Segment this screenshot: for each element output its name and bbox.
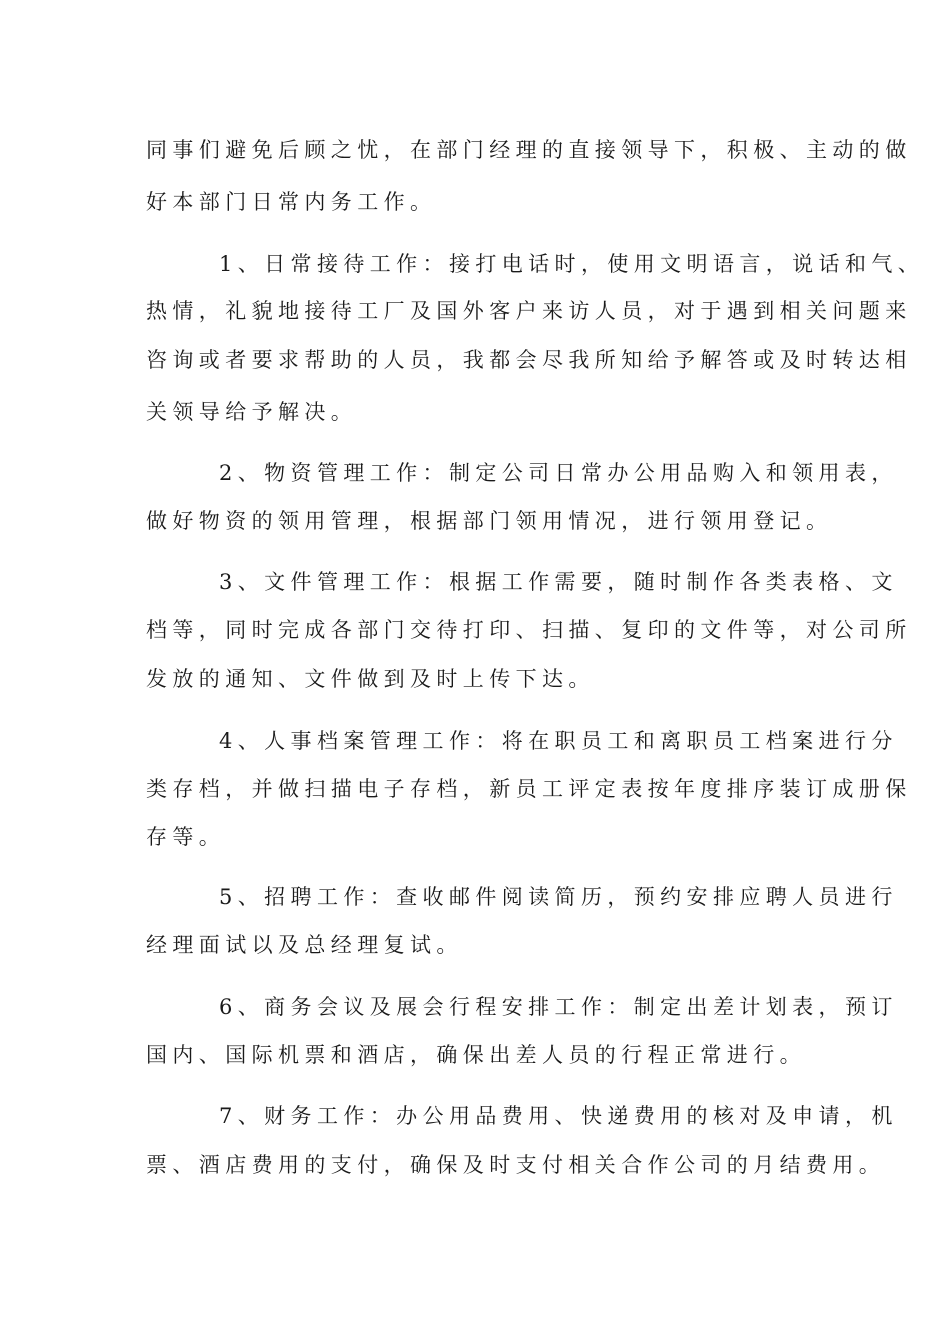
text-line: 存等。 [146, 825, 226, 849]
text-line: 票、酒店费用的支付，确保及时支付相关合作公司的月结费用。 [146, 1153, 886, 1177]
text-line: 类存档，并做扫描电子存档，新员工评定表按年度排序装订成册保 [146, 777, 912, 801]
list-item-6-line: 6、商务会议及展会行程安排工作：制定出差计划表，预订 [219, 995, 898, 1019]
text-line: 经理面试以及总经理复试。 [146, 933, 463, 957]
text-line: 同事们避免后顾之忧，在部门经理的直接领导下，积极、主动的做 [146, 138, 912, 162]
text-line: 档等，同时完成各部门交待打印、扫描、复印的文件等，对公司所 [146, 618, 912, 642]
text-line: 发放的通知、文件做到及时上传下达。 [146, 667, 595, 691]
list-item-5-line: 5、招聘工作：查收邮件阅读简历，预约安排应聘人员进行 [219, 885, 898, 909]
text-line: 好本部门日常内务工作。 [146, 190, 437, 214]
text-line: 国内、国际机票和酒店，确保出差人员的行程正常进行。 [146, 1043, 806, 1067]
list-item-3-line: 3、文件管理工作：根据工作需要，随时制作各类表格、文 [219, 570, 898, 594]
text-line: 关领导给予解决。 [146, 400, 358, 424]
text-line: 热情，礼貌地接待工厂及国外客户来访人员，对于遇到相关问题来 [146, 299, 912, 323]
list-item-7-line: 7、财务工作：办公用品费用、快递费用的核对及申请，机 [219, 1104, 898, 1128]
text-line: 做好物资的领用管理，根据部门领用情况，进行领用登记。 [146, 509, 833, 533]
list-item-4-line: 4、人事档案管理工作：将在职员工和离职员工档案进行分 [219, 729, 898, 753]
text-line: 咨询或者要求帮助的人员，我都会尽我所知给予解答或及时转达相 [146, 348, 912, 372]
list-item-1-line: 1、日常接待工作：接打电话时，使用文明语言，说话和气、 [219, 252, 925, 276]
list-item-2-line: 2、物资管理工作：制定公司日常办公用品购入和领用表， [219, 461, 898, 485]
